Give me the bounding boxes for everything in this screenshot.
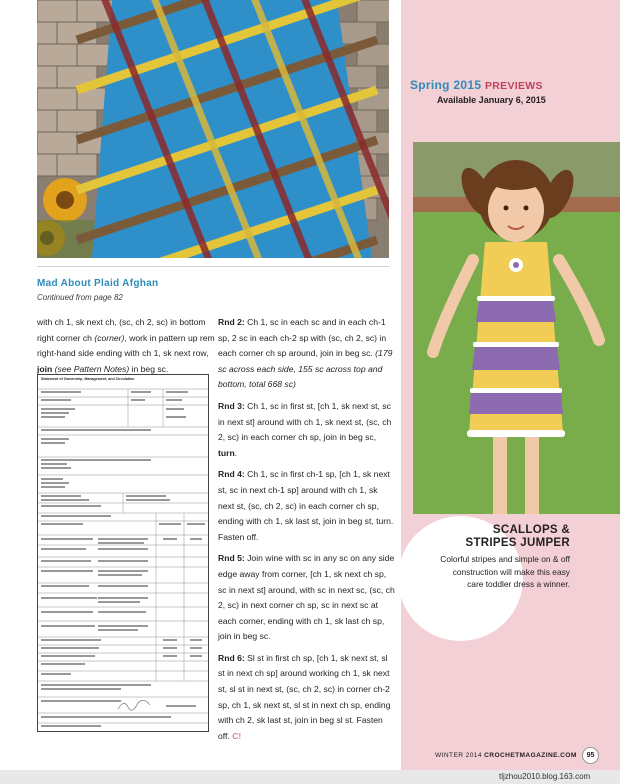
- previews-label: PREVIEWS: [484, 80, 543, 92]
- spring-label: Spring 2015: [410, 78, 482, 92]
- text-run: Rnd 6:: [218, 652, 245, 663]
- statement-form-title: Statement of Ownership, Management, and Circulation: [41, 377, 135, 381]
- text-run: Rnd 3:: [218, 400, 245, 411]
- text-run: , work in pattern up rem right-hand side ending with ch 1, sk next row,: [37, 332, 215, 359]
- text-run: C!: [232, 730, 242, 741]
- continued-note: Continued from page 82: [37, 293, 123, 302]
- page-footer: [435, 752, 577, 759]
- jumper-photo: [413, 142, 620, 514]
- text-run: Ch 1, sc in each sc and in each ch-1 sp, 2 sc in each ch-2 sp with (sc, ch 2, sc) in each corner ch sp around, join in beg sc.: [218, 317, 387, 359]
- text-run: Join wine with sc in any sc on any side edge away from corner, [ch 1, sk next ch sp, sc in next st] around, with sc in next sc, (sc, ch 2, sc) in next corner ch sp, sc in next sc at each corner, ending with ch 1, sk last ch sp, join in beg sc.: [218, 553, 395, 642]
- site-label: CROCHETMAGAZINE.COM: [484, 752, 577, 759]
- text-run: join: [37, 363, 53, 374]
- statement-of-ownership-form: [37, 374, 209, 732]
- text-run: turn: [218, 447, 235, 458]
- text-run: with ch 1, sk next ch, (sc, ch 2, sc) in bottom right corner ch: [37, 317, 206, 343]
- round-paragraph: [218, 399, 396, 461]
- text-run: in beg sc.: [129, 363, 169, 374]
- text-run: .: [234, 447, 238, 458]
- photo-divider: [37, 266, 389, 267]
- text-run: Rnd 2:: [218, 317, 245, 327]
- round-paragraph: [218, 551, 396, 645]
- text-run: Rnd 4:: [218, 469, 245, 480]
- watermark-text: tljzhou2010.blog.163.com: [499, 772, 591, 781]
- round-paragraph: [218, 651, 396, 745]
- afghan-photo: [37, 0, 389, 258]
- text-run: Rnd 5:: [218, 553, 245, 564]
- previews-heading: [410, 78, 543, 92]
- text-run: (corner): [94, 332, 125, 343]
- issue-label: WINTER 2014: [435, 752, 482, 759]
- instructions-right: [218, 315, 396, 750]
- text-run: (see Pattern Notes): [54, 363, 130, 374]
- feature-title: SCALLOPS & STRIPES JUMPER: [465, 524, 570, 549]
- page-number: 95: [582, 747, 599, 764]
- round-paragraph: [218, 315, 396, 393]
- round-paragraph: [218, 467, 396, 545]
- instruction-paragraph: [37, 315, 215, 377]
- pattern-title: Mad About Plaid Afghan: [37, 278, 159, 289]
- text-run: (179 sc across each side, 155 sc across top and bottom, total 668 sc): [218, 348, 393, 390]
- feature-description: Colorful stripes and simple on & off construction will make this easy care toddler dress a winner.: [440, 554, 570, 589]
- text-run: Ch 1, sc in first st, [ch 1, sk next st, sc in next st] around with ch 1, sk next st, (sc, ch 2, sc) in each corner ch sp, join in beg sc,: [218, 400, 392, 443]
- text-run: Ch 1, sc in first ch-1 sp, [ch 1, sk next st, sc in next ch-1 sp] around with ch 1, sk next st, (sc, ch 2, sc) in each corner ch sp, ending with ch 1, sk last st, join in beg st, turn. Fasten off.: [218, 469, 394, 542]
- text-run: Sl st in first ch sp, [ch 1, sk next st, sl st in next ch sp] around working ch 1, sk next st, sl st in next st, (sc, ch 2, sc) in corner ch-2 sp, ch 1, sk next st, sl st in next ch sp, ending with ch 2, sk last st, join in beg sl st. Fasten off.: [218, 652, 391, 741]
- availability-date: Available January 6, 2015: [437, 95, 546, 105]
